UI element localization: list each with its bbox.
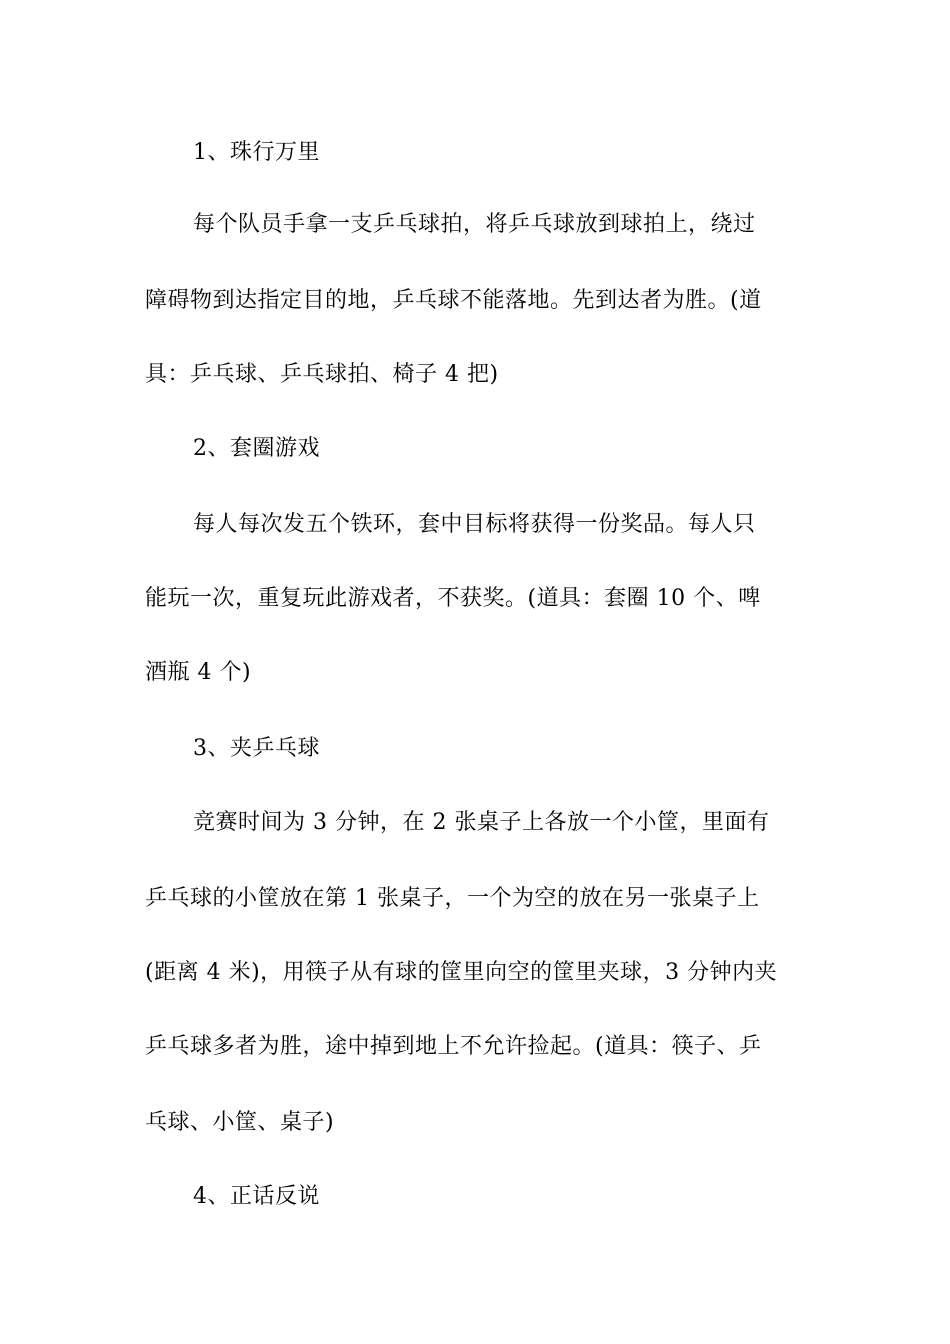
section-2-paragraph-line: 酒瓶 4 个): [145, 660, 252, 685]
section-2-paragraph-line: 每人每次发五个铁环，套中目标将获得一份奖品。每人只: [193, 512, 756, 537]
section-3-paragraph-line: 乒乓球多者为胜，途中掉到地上不允许捡起。(道具：筷子、乒: [145, 1034, 762, 1059]
section-3-paragraph-line: (距离 4 米)，用筷子从有球的筐里向空的筐里夹球，3 分钟内夹: [145, 960, 778, 985]
section-3-paragraph-line: 乒乓球的小筐放在第 1 张桌子，一个为空的放在另一张桌子上: [145, 886, 760, 911]
section-3-heading: 3、夹乒乓球: [193, 736, 320, 761]
section-2-paragraph-line: 能玩一次，重复玩此游戏者，不获奖。(道具：套圈 10 个、啤: [145, 586, 761, 611]
section-1-heading: 1、珠行万里: [193, 140, 320, 165]
section-4-heading: 4、正话反说: [193, 1184, 320, 1209]
section-2-heading: 2、套圈游戏: [193, 436, 320, 461]
section-1-paragraph-line: 具：乒乓球、乒乓球拍、椅子 4 把): [145, 362, 499, 387]
section-1-paragraph-line: 障碍物到达指定目的地，乒乓球不能落地。先到达者为胜。(道: [145, 288, 762, 313]
section-3-paragraph-line: 竞赛时间为 3 分钟，在 2 张桌子上各放一个小筐，里面有: [193, 810, 770, 835]
section-3-paragraph-line: 乓球、小筐、桌子): [145, 1110, 335, 1135]
section-1-paragraph-line: 每个队员手拿一支乒乓球拍，将乒乓球放到球拍上，绕过: [193, 212, 756, 237]
